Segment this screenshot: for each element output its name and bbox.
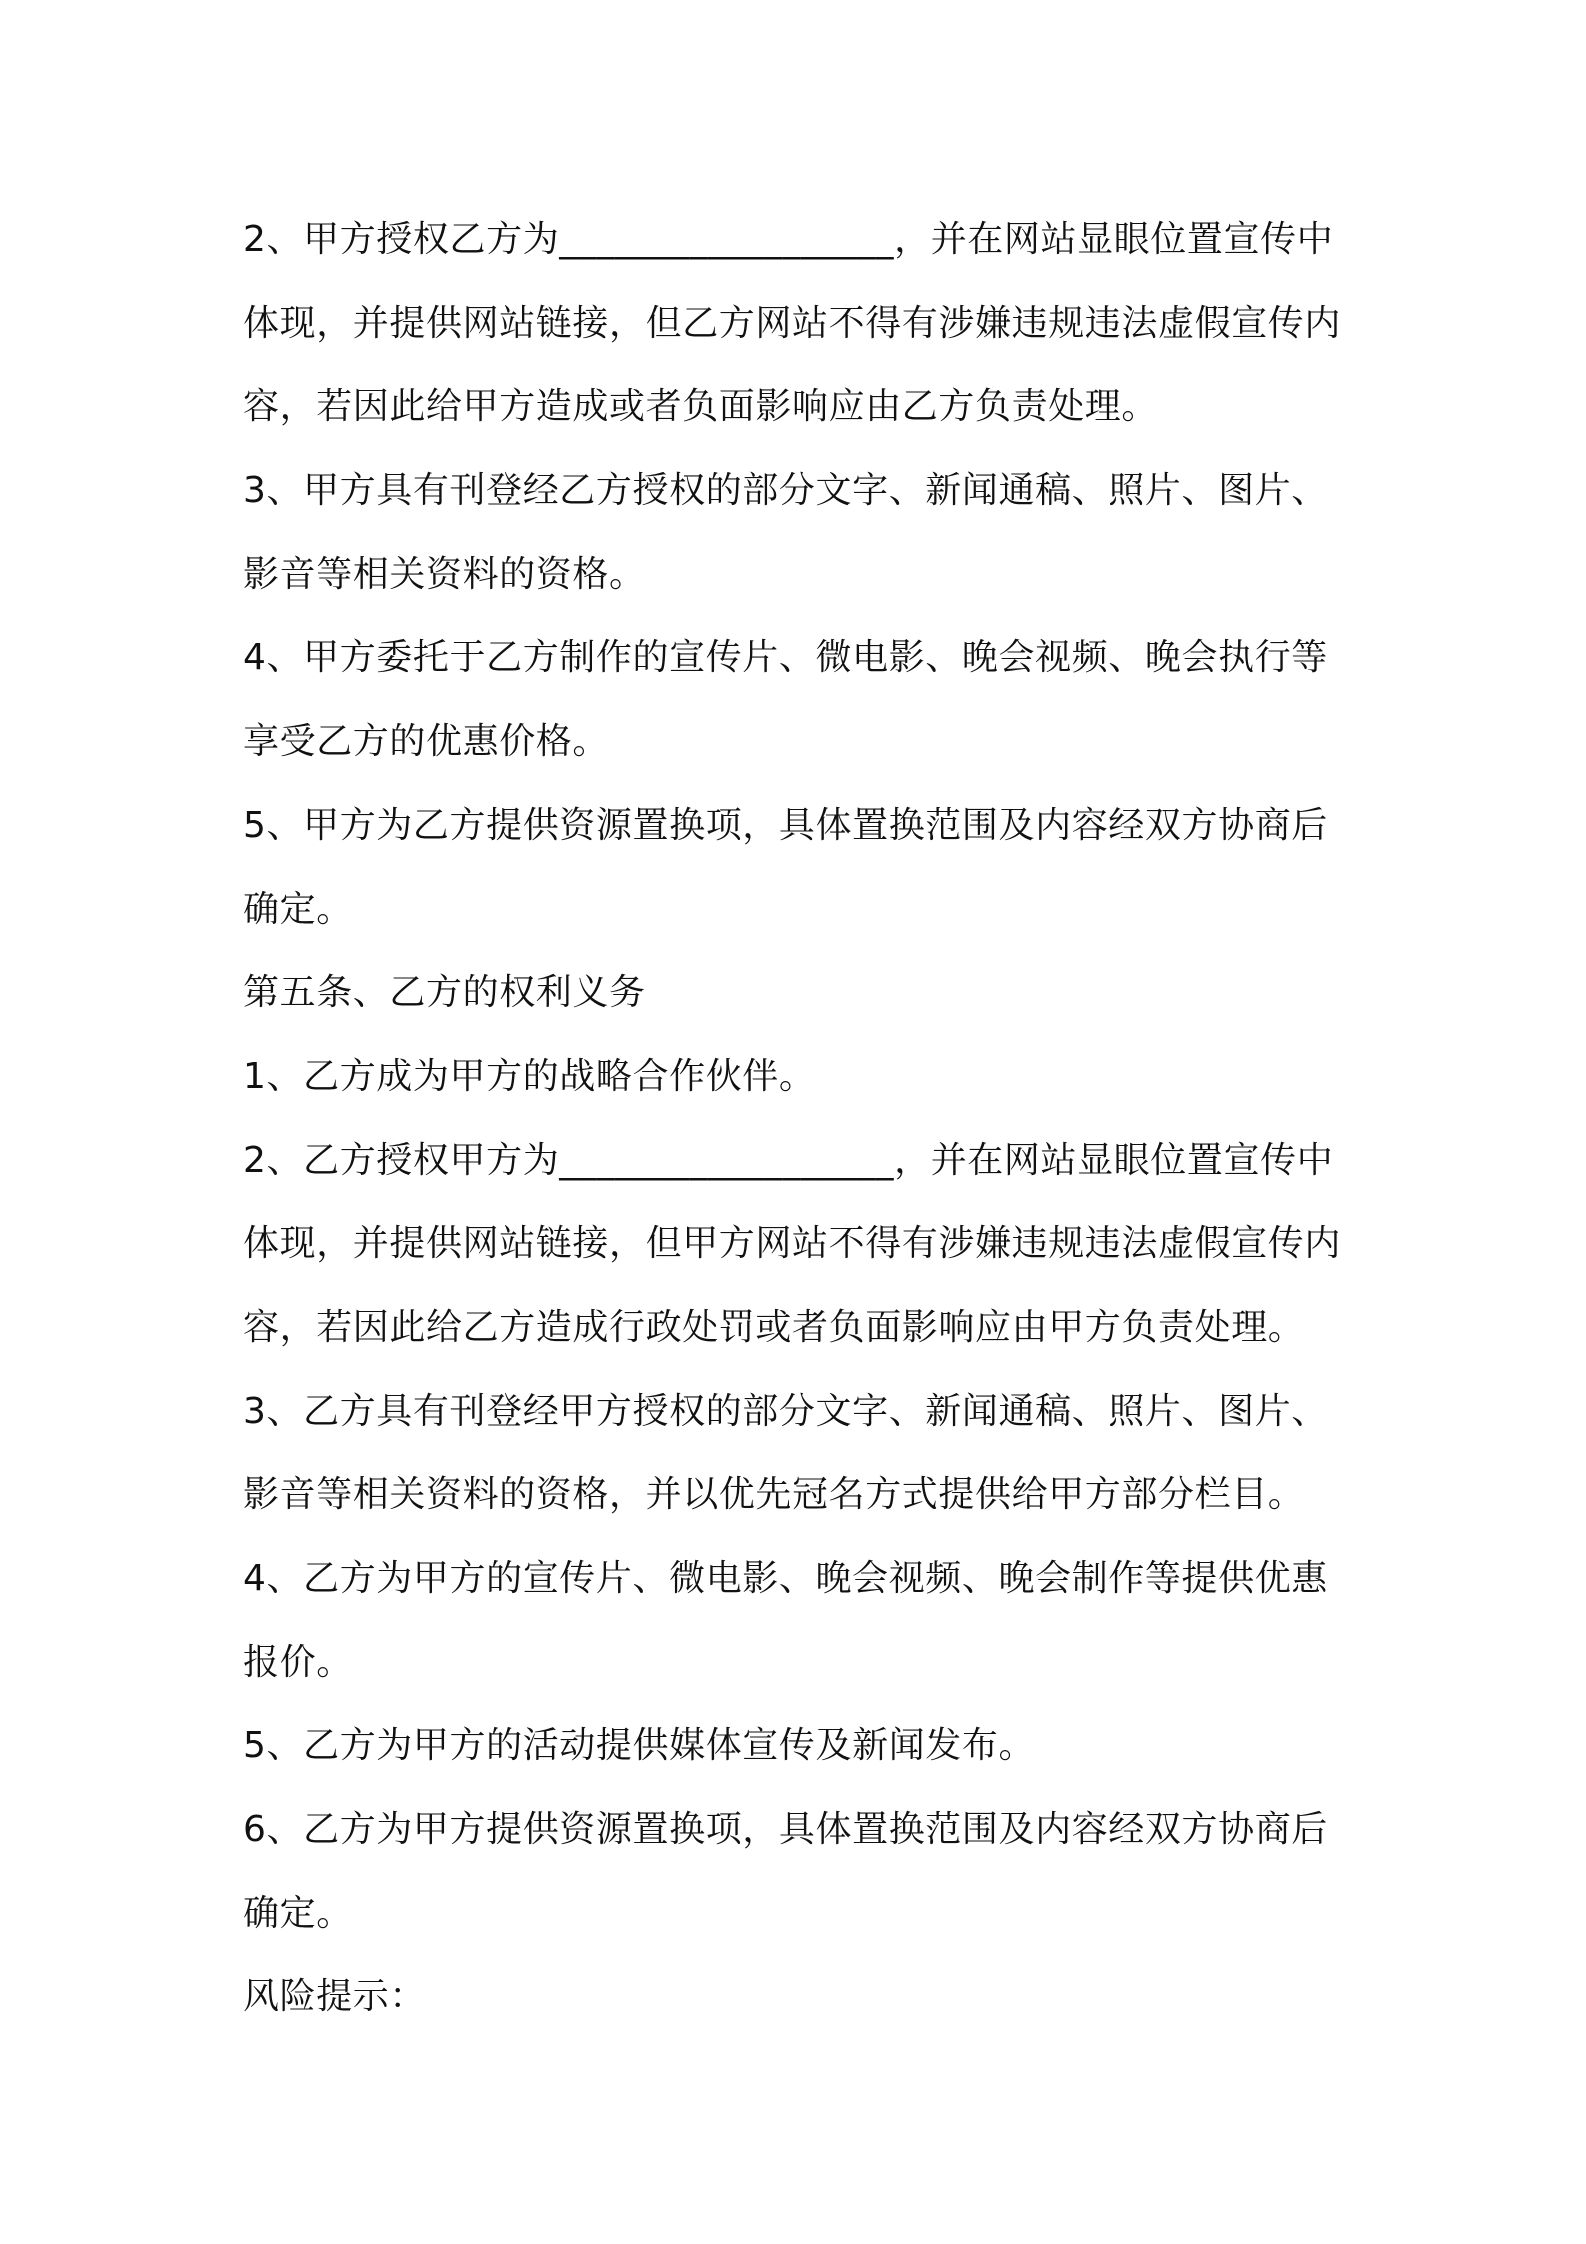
text-line: 影音等相关资料的资格。	[243, 553, 646, 595]
text-line: 体现，并提供网站链接，但乙方网站不得有涉嫌违规违法虚假宣传内	[243, 302, 1342, 344]
text-line: 2、甲方授权乙方为__________________，并在网站显眼位置宣传中	[243, 219, 1334, 260]
text-line: 确定。	[243, 888, 353, 930]
section-heading: 第五条、乙方的权利义务	[243, 972, 646, 1014]
document-body	[243, 198, 1353, 2039]
text-line: 4、乙方为甲方的宣传片、微电影、晚会视频、晚会制作等提供优惠	[243, 1558, 1328, 1599]
text-line: 2、乙方授权甲方为__________________，并在网站显眼位置宣传中	[243, 1139, 1334, 1181]
text-line: 享受乙方的优惠价格。	[243, 721, 610, 763]
text-line: 5、甲方为乙方提供资源置换项，具体置换范围及内容经双方协商后	[243, 804, 1328, 846]
text-line: 1、乙方成为甲方的战略合作伙伴。	[243, 1055, 816, 1097]
text-line: 5、乙方为甲方的活动提供媒体宣传及新闻发布。	[243, 1725, 1036, 1767]
text-line: 确定。	[243, 1892, 353, 1934]
text-line: 影音等相关资料的资格，并以优先冠名方式提供给甲方部分栏目。	[243, 1474, 1305, 1516]
text-line: 6、乙方为甲方提供资源置换项，具体置换范围及内容经双方协商后	[243, 1809, 1328, 1851]
text-line: 体现，并提供网站链接，但甲方网站不得有涉嫌违规违法虚假宣传内	[243, 1223, 1342, 1265]
text-line: 3、甲方具有刊登经乙方授权的部分文字、新闻通稿、照片、图片、	[243, 470, 1328, 512]
text-line: 4、甲方委托于乙方制作的宣传片、微电影、晚会视频、晚会执行等	[243, 637, 1328, 679]
text-line: 容，若因此给甲方造成或者负面影响应由乙方负责处理。	[243, 386, 1159, 428]
text-line: 报价。	[243, 1641, 353, 1683]
risk-notice-heading: 风险提示：	[243, 1976, 427, 2018]
text-line: 容，若因此给乙方造成行政处罚或者负面影响应由甲方负责处理。	[243, 1306, 1305, 1348]
text-line: 3、乙方具有刊登经甲方授权的部分文字、新闻通稿、照片、图片、	[243, 1390, 1328, 1432]
